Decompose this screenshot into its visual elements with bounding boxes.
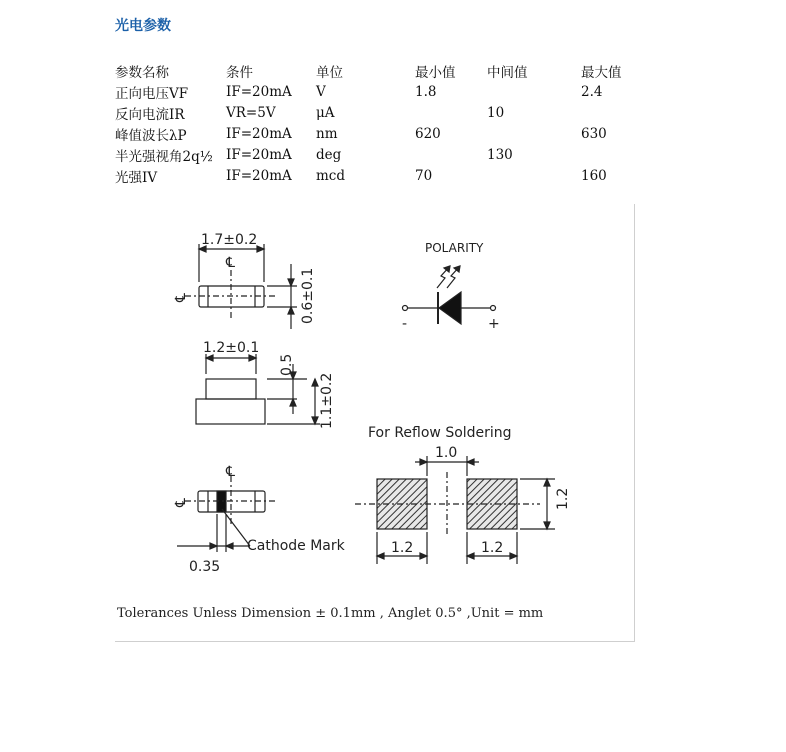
table-row — [115, 81, 641, 102]
table-row — [115, 102, 641, 123]
table-cell: deg — [316, 146, 342, 163]
polarity-label: POLARITY — [425, 241, 484, 255]
table-cell: mcd — [316, 167, 346, 184]
package-dimension-drawing — [115, 204, 635, 642]
table-cell: 620 — [415, 125, 441, 142]
table-cell — [581, 102, 641, 123]
pad-width-left-label: 1.2 — [391, 540, 414, 556]
table-cell: 130 — [487, 146, 513, 163]
pad-height-label: 1.2 — [555, 487, 571, 510]
column-header: 参数名称 — [115, 64, 169, 81]
cathode-width-label: 0.35 — [189, 559, 221, 575]
table-cell: 反向电流IR — [115, 106, 185, 123]
section-title: 光电参数 — [115, 18, 171, 34]
table-cell: μA — [316, 104, 335, 121]
tolerance-note: Tolerances Unless Dimension ± 0.1mm , Anglet 0.5° ,Unit = mm — [117, 606, 544, 621]
table-row — [115, 144, 641, 165]
table-cell — [487, 123, 581, 144]
column-header: 中间值 — [487, 64, 528, 81]
pad-width-right-label: 1.2 — [481, 540, 504, 556]
table-cell: 630 — [581, 125, 607, 142]
table-cell: 半光强视角2q½ — [115, 148, 213, 165]
table-cell — [415, 144, 487, 165]
column-header: 单位 — [316, 64, 343, 81]
cathode-mark-label: Cathode Mark — [247, 538, 345, 554]
table-cell: V — [316, 83, 326, 100]
column-header: 最大值 — [581, 64, 622, 81]
top-width-label: 1.7±0.2 — [201, 232, 258, 248]
top-height-label: 0.6±0.1 — [300, 267, 316, 324]
reflow-soldering-label: For Reflow Soldering — [368, 425, 512, 441]
table-cell — [487, 165, 581, 186]
table-cell — [487, 81, 581, 102]
table-cell: 160 — [581, 167, 607, 184]
table-cell: 正向电压VF — [115, 85, 189, 102]
side-height-label: 1.1±0.2 — [319, 372, 335, 429]
side-view — [196, 354, 320, 424]
centerline-mark: ℄ — [173, 498, 189, 507]
polarity-minus: - — [402, 316, 408, 332]
table-cell: 峰值波长λP — [115, 127, 187, 144]
table-cell: 70 — [415, 167, 433, 184]
table-cell: 1.8 — [415, 83, 437, 100]
side-width-label: 1.2±0.1 — [203, 340, 260, 356]
centerline-mark: ℄ — [173, 293, 189, 302]
table-cell: 2.4 — [581, 83, 603, 100]
table-cell: VR=5V — [226, 104, 276, 121]
table-cell — [415, 102, 487, 123]
parameter-table — [115, 60, 641, 186]
reflow-pad-layout — [355, 456, 555, 564]
side-lens-height-label: 0.5 — [279, 353, 295, 376]
table-cell: IF=20mA — [226, 146, 292, 163]
table-cell: 10 — [487, 104, 505, 121]
column-header: 条件 — [226, 64, 253, 81]
dimension-drawing-svg — [115, 204, 634, 641]
table-cell: IF=20mA — [226, 167, 292, 184]
table-row — [115, 123, 641, 144]
polarity-diode-symbol — [403, 266, 496, 324]
table-cell: IF=20mA — [226, 125, 292, 142]
table-cell: nm — [316, 125, 338, 142]
table-cell — [581, 144, 641, 165]
top-view — [185, 244, 297, 329]
table-cell: IF=20mA — [226, 83, 292, 100]
polarity-plus: + — [488, 316, 500, 332]
table-cell: 光强IV — [115, 169, 158, 186]
centerline-mark: ℄ — [226, 464, 235, 480]
table-row — [115, 165, 641, 186]
table-header-row — [115, 60, 641, 81]
centerline-mark: ℄ — [226, 255, 235, 271]
pad-gap-label: 1.0 — [435, 445, 458, 461]
column-header: 最小值 — [415, 64, 456, 81]
